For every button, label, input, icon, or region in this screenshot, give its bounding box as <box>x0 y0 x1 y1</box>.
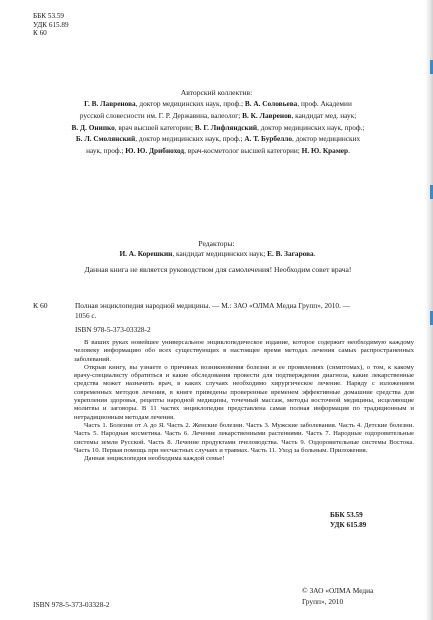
person-name: В. К. Лавренов <box>242 110 292 120</box>
person-credentials: наук, проф.; <box>86 146 126 156</box>
person-name: В. Д. Онипко <box>71 122 115 132</box>
catalog-line-2: 1056 с. <box>75 311 97 320</box>
author-line <box>38 98 398 110</box>
person-name: Е. В. Загарова <box>267 249 314 258</box>
page-edge-shadow <box>425 0 433 620</box>
person-credentials: , доктор медицинских наук, проф.; <box>135 99 245 108</box>
catalog-line-1: Полная энциклопедия народной медицины. — М.: ЗАО «ОЛМА Медиа Групп», 2010. — <box>75 301 351 310</box>
udk-code-bold: УДК 615.89 <box>330 521 367 529</box>
person-name: Ю. Ю. Дрибноход <box>125 146 185 156</box>
bbk-code: ББК 53.59 <box>33 12 65 20</box>
person-name: Н. Ю. Крамер <box>301 146 349 156</box>
person-credentials: , кандидат медицинских наук; <box>172 249 268 258</box>
annotation-text <box>74 339 414 463</box>
person-credentials: русской словесности им. Г. Р. Державина, валеолог; <box>79 110 243 120</box>
classification-codes <box>33 12 69 38</box>
author-mark: К 60 <box>33 29 47 38</box>
authors-heading: Авторский коллектив: <box>180 88 253 97</box>
person-credentials: . <box>348 146 350 156</box>
person-name: В. А. Соловьева <box>244 99 298 108</box>
author-line <box>38 133 398 145</box>
footer-isbn: ISBN 978-5-373-03328-2 <box>33 600 110 609</box>
person-credentials: , проф. Академии <box>297 99 352 108</box>
person-name: А. Т. Бурбелло <box>244 134 293 144</box>
annotation-paragraph: Данная энциклопедия необходима каждой семье! <box>84 455 225 463</box>
person-name: Б. Л. Смолянский <box>75 134 136 144</box>
person-credentials: , доктор медицинских <box>292 134 361 144</box>
person-credentials: , врач-косметолог высшей категории; <box>184 146 302 156</box>
person-name: И. А. Корешкин <box>119 249 173 258</box>
author-line <box>38 145 398 157</box>
annotation-paragraph: В ваших руках новейшее универсальное энциклопедическое издание, которое содержит необходимую каждому человеку информацию обо всех существующих в настоящее время методах лечения самых распространенных заболеваний. <box>74 339 414 363</box>
person-credentials: , доктор медицинских наук, проф.; <box>257 122 365 132</box>
catalog-isbn: ISBN 978-5-373-03328-2 <box>75 325 151 334</box>
editors-heading: Редакторы: <box>198 239 235 248</box>
catalog-index: К 60 <box>33 301 48 310</box>
bbk-code-bold: ББК 53.59 <box>330 511 363 519</box>
author-line <box>38 110 398 122</box>
copyright-line-2: Групп», 2010 <box>302 596 344 606</box>
annotation-paragraph: Открыв книгу, вы узнаете о причинах возникновения болезни и ее проявлениях (симптомах), о том, к какому врачу-специалисту обратиться и какие обследования провести для подтверждения диагноза, какие лекарственные средства может назначить врач, в каких случаях необходимо хирургическое лечение. Наряду с изложением современных методов лечения, в книге приведены проверенные временем эффективные домашние средства для укрепления здоровья, рецепты народной медицины, точечный массаж, методы восточной медицины, исцеляющие молитвы и заговоры. В 11 частях энциклопедии представлена самая полная информация по традиционным и нетрадиционным методам лечения. <box>74 363 414 421</box>
person-name: В. Г. Лифляндский <box>194 122 258 132</box>
person-credentials: , доктор медицинских наук, проф.; <box>135 134 245 144</box>
copyright-line-1: © ЗАО «ОЛМА Медиа <box>302 586 374 595</box>
person-credentials: . <box>313 249 316 258</box>
author-line <box>38 122 398 134</box>
catalog-record <box>75 301 413 321</box>
udk-code: УДК 615.89 <box>33 20 69 29</box>
medical-warning: Данная книга не является руководством для самолечения! Необходим совет врача! <box>84 265 352 274</box>
person-name: Г. В. Лавренова <box>84 99 136 108</box>
authors-list <box>38 98 398 157</box>
person-credentials: , кандидат мед. наук; <box>291 110 357 120</box>
editors-list <box>30 249 405 259</box>
person-credentials: , врач высшей категории; <box>114 122 195 132</box>
annotation-paragraph: Часть 1. Болезни от А до Я. Часть 2. Женские болезни. Часть 3. Мужские заболевания. Часть 4. Детские болезни. Часть 5. Народная косметика. Часть 6. Лечение лекарственными растениями. Часть 7. Народные оздоровительные системы земли Русской. Часть 8. Лечение продуктами пчеловодства. Часть 9. Оздоровительные системы Востока. Часть 10. Первая помощь при несчастных случаях и травмах. Часть 11. Уход за больным. Приложения. <box>74 421 414 454</box>
copyright <box>302 586 373 607</box>
bbk-block <box>330 510 366 530</box>
